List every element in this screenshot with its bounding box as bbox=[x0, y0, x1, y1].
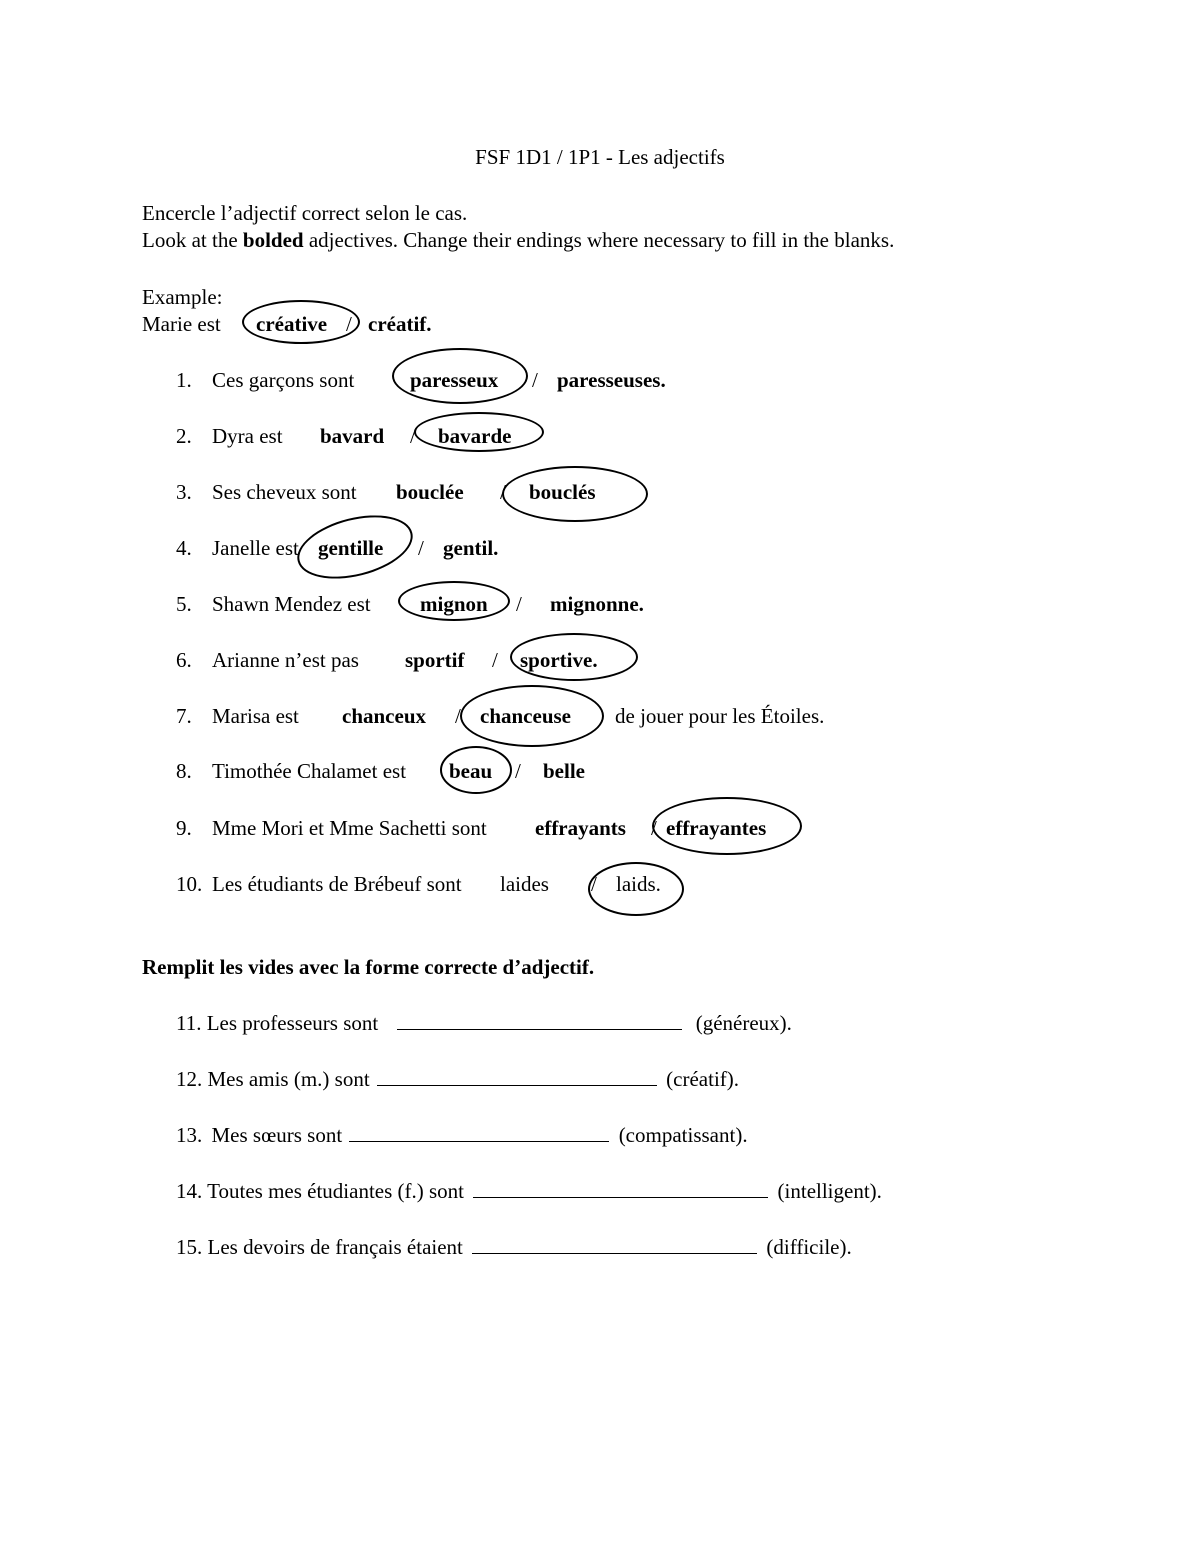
q11-row bbox=[176, 1010, 792, 1036]
q5-slash: / bbox=[516, 592, 522, 616]
q14-hint: (intelligent). bbox=[777, 1179, 882, 1203]
q4-option-b: gentil. bbox=[443, 536, 499, 560]
q2-option-a: bavard bbox=[320, 424, 385, 448]
example-label: Example: bbox=[142, 285, 223, 309]
q7-text: Marisa est bbox=[212, 704, 299, 728]
q5-text: Shawn Mendez est bbox=[212, 592, 371, 616]
q9-text: Mme Mori et Mme Sachetti sont bbox=[212, 816, 487, 840]
example-slash: / bbox=[346, 312, 352, 336]
q8-number: 8. bbox=[176, 759, 192, 783]
q6-option-a: sportif bbox=[405, 648, 465, 672]
example-option-b: créatif. bbox=[368, 312, 432, 336]
q7-option-a: chanceux bbox=[342, 704, 426, 728]
q4-text: Janelle est bbox=[212, 536, 299, 560]
q13-text: Mes sœurs sont bbox=[211, 1123, 343, 1147]
q9-number: 9. bbox=[176, 816, 192, 840]
q9-option-b: effrayantes bbox=[666, 816, 767, 840]
q12-hint: (créatif). bbox=[666, 1067, 740, 1091]
example-option-a: créative bbox=[256, 312, 328, 336]
q3-option-a: bouclée bbox=[396, 480, 464, 504]
q11-blank[interactable] bbox=[397, 1011, 682, 1030]
q7-number: 7. bbox=[176, 704, 192, 728]
q4-slash: / bbox=[418, 536, 424, 560]
q10-number: 10. bbox=[176, 872, 203, 896]
q15-number: 15. bbox=[176, 1235, 203, 1259]
q8-option-a: beau bbox=[449, 759, 493, 783]
q5-number: 5. bbox=[176, 592, 192, 616]
q5-option-b: mignonne. bbox=[550, 592, 644, 616]
q11-number: 11. bbox=[176, 1011, 202, 1035]
q14-row bbox=[176, 1178, 882, 1204]
q14-text: Toutes mes étudiantes (f.) sont bbox=[207, 1179, 465, 1203]
q4-number: 4. bbox=[176, 536, 192, 560]
q13-number: 13. bbox=[176, 1123, 203, 1147]
q14-blank[interactable] bbox=[473, 1179, 768, 1198]
q6-slash: / bbox=[492, 648, 498, 672]
q9-slash: / bbox=[651, 816, 657, 840]
q2-text: Dyra est bbox=[212, 424, 283, 448]
q3-number: 3. bbox=[176, 480, 192, 504]
q4-option-a: gentille bbox=[318, 536, 384, 560]
q1-option-b: paresseuses. bbox=[557, 368, 666, 392]
q2-slash: / bbox=[410, 424, 416, 448]
instruction-english bbox=[142, 227, 894, 253]
q15-hint: (difficile). bbox=[766, 1235, 852, 1259]
q13-blank[interactable] bbox=[349, 1123, 609, 1142]
q12-number: 12. bbox=[176, 1067, 203, 1091]
q1-option-a: paresseux bbox=[410, 368, 499, 392]
example-sentence: Marie est bbox=[142, 312, 221, 336]
q14-number: 14. bbox=[176, 1179, 203, 1203]
q8-option-b: belle bbox=[543, 759, 585, 783]
q3-text: Ses cheveux sont bbox=[212, 480, 357, 504]
page-title: FSF 1D1 / 1P1 - Les adjectifs bbox=[475, 145, 725, 169]
q8-slash: / bbox=[515, 759, 521, 783]
q15-blank[interactable] bbox=[472, 1235, 757, 1254]
q7-slash: / bbox=[455, 704, 461, 728]
q12-row bbox=[176, 1066, 739, 1092]
q7-tail: de jouer pour les Étoiles. bbox=[615, 704, 825, 728]
part2-heading: Remplit les vides avec la forme correcte d’adjectif. bbox=[142, 955, 595, 979]
q3-slash: / bbox=[500, 480, 506, 504]
instruction-english-bold: bolded bbox=[242, 228, 304, 252]
q2-number: 2. bbox=[176, 424, 192, 448]
q3-option-b: bouclés bbox=[529, 480, 596, 504]
q10-text: Les étudiants de Brébeuf sont bbox=[212, 872, 462, 896]
q11-text: Les professeurs sont bbox=[206, 1011, 379, 1035]
q15-text: Les devoirs de français étaient bbox=[207, 1235, 463, 1259]
q1-text: Ces garçons sont bbox=[212, 368, 355, 392]
q13-row bbox=[176, 1122, 748, 1148]
q2-option-b: bavarde bbox=[438, 424, 512, 448]
q6-text: Arianne n’est pas bbox=[212, 648, 359, 672]
q6-number: 6. bbox=[176, 648, 192, 672]
q10-option-b: laids. bbox=[616, 872, 661, 896]
q15-row bbox=[176, 1234, 852, 1260]
q1-number: 1. bbox=[176, 368, 192, 392]
q10-option-a: laides bbox=[500, 872, 549, 896]
q7-option-b: chanceuse bbox=[480, 704, 571, 728]
instruction-french: Encercle l’adjectif correct selon le cas. bbox=[142, 201, 468, 225]
q12-blank[interactable] bbox=[377, 1067, 657, 1086]
q8-text: Timothée Chalamet est bbox=[212, 759, 407, 783]
q5-option-a: mignon bbox=[420, 592, 488, 616]
q9-option-a: effrayants bbox=[535, 816, 626, 840]
instruction-english-pre: Look at the bbox=[142, 228, 243, 252]
q11-hint: (généreux). bbox=[695, 1011, 792, 1035]
instruction-english-post: adjectives. Change their endings where necessary to fill in the blanks. bbox=[303, 228, 895, 252]
q13-hint: (compatissant). bbox=[618, 1123, 748, 1147]
q1-slash: / bbox=[532, 368, 538, 392]
q12-text: Mes amis (m.) sont bbox=[207, 1067, 370, 1091]
q10-slash: / bbox=[591, 872, 597, 896]
q6-option-b: sportive. bbox=[520, 648, 598, 672]
